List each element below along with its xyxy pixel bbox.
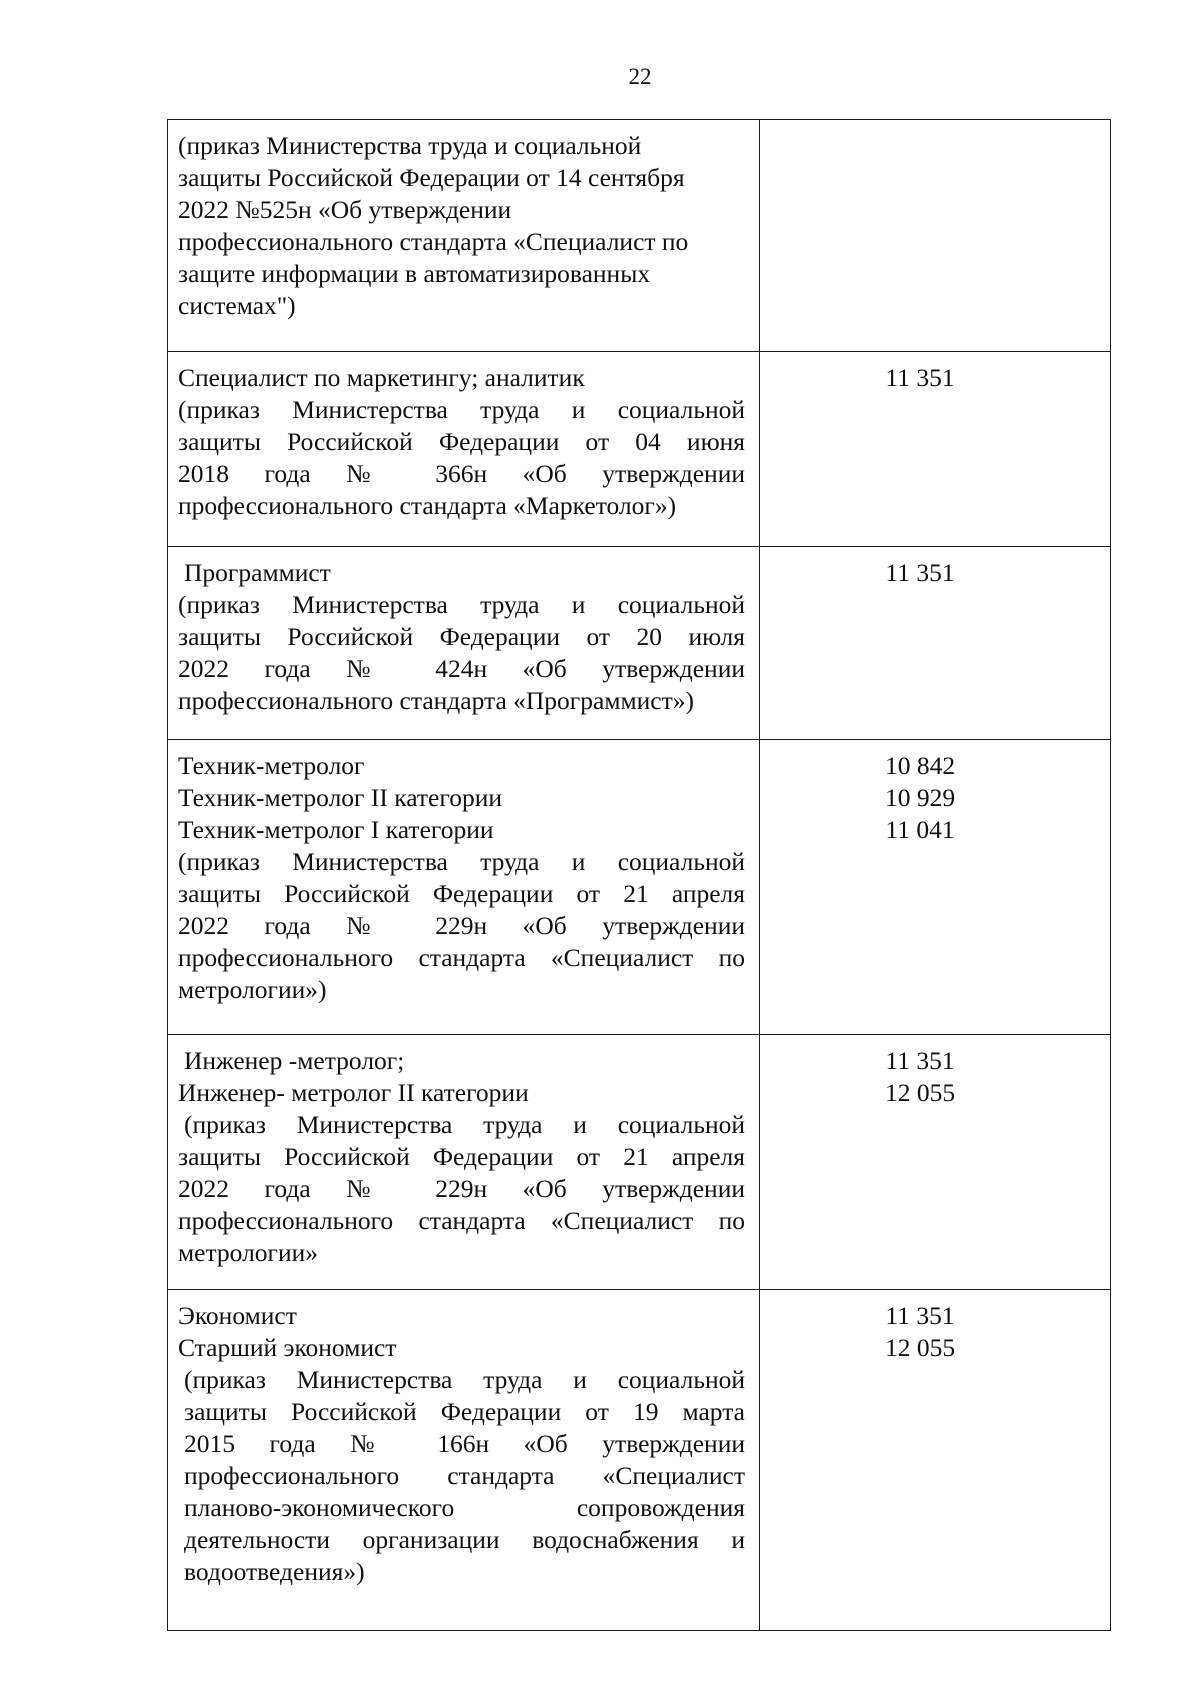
description-line: защиты Российской Федерации от 21 апреля bbox=[178, 1142, 745, 1171]
description-line: 2015 года № 166н «Об утверждении bbox=[184, 1429, 745, 1458]
salary-value-cell bbox=[760, 120, 1111, 352]
description-line: (приказ Министерства труда и социальной bbox=[178, 590, 745, 619]
position-description-cell bbox=[168, 120, 760, 352]
table-row bbox=[168, 352, 1111, 547]
description-line: защиты Российской Федерации от 14 сентября bbox=[178, 163, 685, 192]
position-description-cell bbox=[168, 352, 760, 547]
description-line: профессионального стандарта «Специалист по bbox=[178, 943, 745, 972]
position-description-cell bbox=[168, 1035, 760, 1290]
table-row bbox=[168, 120, 1111, 352]
description-line: 2022 года № 229н «Об утверждении bbox=[178, 1174, 745, 1203]
position-title: Инженер -метролог; bbox=[184, 1046, 405, 1075]
description-line: планово-экономического сопровождения bbox=[184, 1493, 745, 1522]
description-line: защите информации в автоматизированных bbox=[178, 259, 651, 288]
description-line: (приказ Министерства труда и социальной bbox=[178, 395, 745, 424]
description-line: профессионального стандарта «Специалист bbox=[184, 1461, 745, 1490]
position-title: Техник-метролог II категории bbox=[178, 783, 502, 812]
description-line: профессионального стандарта «Маркетолог») bbox=[178, 491, 677, 520]
salary-value-cell bbox=[760, 1035, 1111, 1290]
description-line: (приказ Министерства труда и социальной bbox=[178, 847, 745, 876]
description-line: профессионального стандарта «Специалист по bbox=[178, 227, 689, 256]
description-line: деятельности организации водоснабжения и bbox=[184, 1525, 745, 1554]
table-row bbox=[168, 740, 1111, 1035]
position-title: Старший экономист bbox=[178, 1333, 397, 1362]
table-row bbox=[168, 1035, 1111, 1290]
description-line: 2018 года № 366н «Об утверждении bbox=[178, 459, 745, 488]
position-description-cell bbox=[168, 547, 760, 740]
position-title: Инженер- метролог II категории bbox=[178, 1078, 529, 1107]
description-line: 2022 №525н «Об утверждении bbox=[178, 195, 512, 224]
description-line: защиты Российской Федерации от 19 марта bbox=[184, 1397, 745, 1426]
position-description-cell bbox=[168, 1290, 760, 1631]
table-row bbox=[168, 547, 1111, 740]
salary-value: 10 929 bbox=[884, 783, 956, 812]
description-line: (приказ Министерства труда и социальной bbox=[184, 1365, 745, 1394]
salary-value-cell bbox=[760, 352, 1111, 547]
description-line: защиты Российской Федерации от 20 июля bbox=[178, 622, 745, 651]
description-line: метрологии» bbox=[178, 1238, 319, 1267]
position-title: Техник-метролог I категории bbox=[178, 815, 494, 844]
position-title: Техник-метролог bbox=[178, 751, 365, 780]
description-line: 2022 года № 424н «Об утверждении bbox=[178, 654, 745, 683]
description-line: (приказ Министерства труда и социальной bbox=[184, 1110, 745, 1139]
salary-value: 12 055 bbox=[884, 1333, 956, 1362]
salary-value: 11 351 bbox=[885, 1301, 955, 1330]
description-line: профессионального стандарта «Программист») bbox=[178, 686, 694, 715]
salary-table bbox=[167, 119, 1111, 1631]
salary-value: 12 055 bbox=[884, 1078, 956, 1107]
page-number: 22 bbox=[628, 64, 652, 89]
description-line: (приказ Министерства труда и социальной bbox=[178, 131, 642, 160]
description-line: защиты Российской Федерации от 21 апреля bbox=[178, 879, 745, 908]
salary-value: 11 351 bbox=[885, 363, 955, 392]
salary-value-cell bbox=[760, 1290, 1111, 1631]
description-line: системах") bbox=[178, 291, 296, 320]
description-line: водоотведения») bbox=[184, 1557, 365, 1586]
description-line: защиты Российской Федерации от 04 июня bbox=[178, 427, 745, 456]
salary-value: 11 351 bbox=[885, 1046, 955, 1075]
salary-value-cell bbox=[760, 740, 1111, 1035]
salary-value: 10 842 bbox=[884, 751, 956, 780]
description-line: метрологии») bbox=[178, 975, 327, 1004]
table-row bbox=[168, 1290, 1111, 1631]
salary-value: 11 041 bbox=[885, 815, 955, 844]
salary-value: 11 351 bbox=[885, 558, 955, 587]
position-description-cell bbox=[168, 740, 760, 1035]
position-title: Экономист bbox=[178, 1301, 297, 1330]
description-line: 2022 года № 229н «Об утверждении bbox=[178, 911, 745, 940]
salary-value-cell bbox=[760, 547, 1111, 740]
description-line: профессионального стандарта «Специалист по bbox=[178, 1206, 745, 1235]
position-title: Специалист по маркетингу; аналитик bbox=[178, 363, 585, 392]
position-title: Программист bbox=[184, 558, 331, 587]
